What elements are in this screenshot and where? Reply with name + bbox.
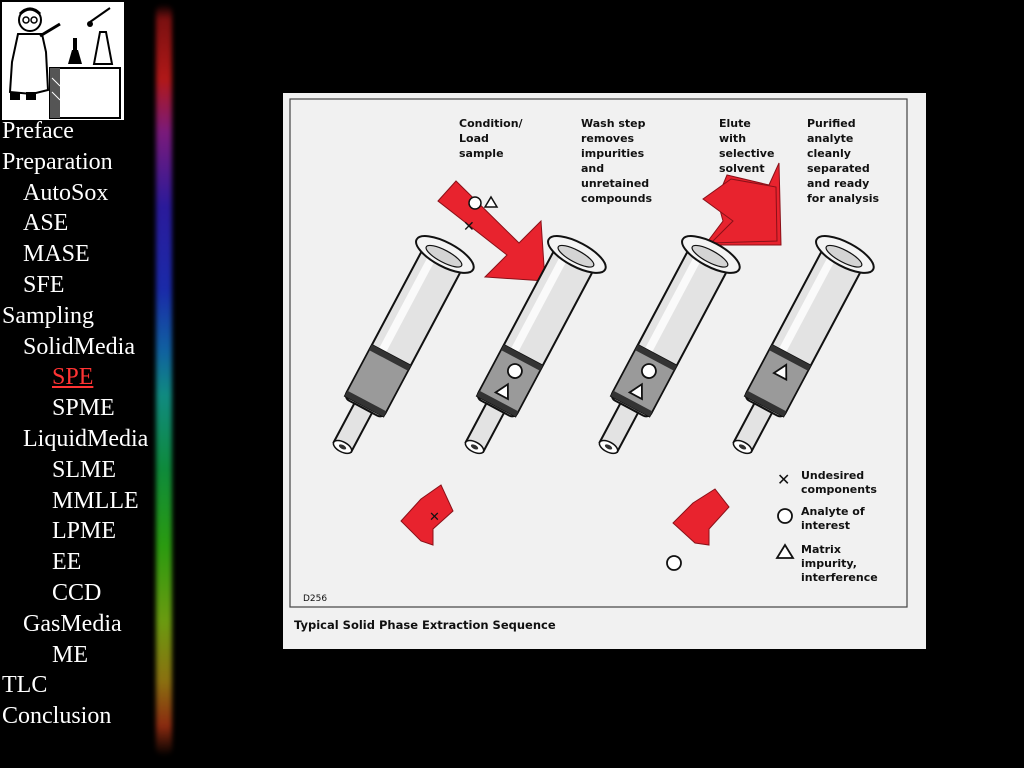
nav-item-tlc[interactable]: TLC (2, 672, 48, 699)
caption-line: interest (801, 519, 851, 532)
nav-item-conclusion[interactable]: Conclusion (2, 703, 112, 730)
caption-line: Condition/ (459, 117, 523, 130)
caption-line: cleanly (807, 147, 851, 160)
nav-item-gasmedia[interactable]: GasMedia (23, 610, 122, 637)
caption-line: for analysis (807, 192, 880, 205)
legend-undesired (801, 469, 877, 496)
caption-line: components (801, 483, 877, 496)
caption-line: unretained (581, 177, 650, 190)
x-mark-icon: ✕ (777, 470, 791, 489)
step-3-caption (719, 117, 774, 175)
nav-item-ccd[interactable]: CCD (52, 579, 102, 606)
caption-line: analyte (807, 132, 854, 145)
legend-matrix (801, 543, 878, 584)
nav-item-solidmedia[interactable]: SolidMedia (23, 333, 135, 360)
nav-item-sfe[interactable]: SFE (23, 271, 65, 298)
caption-line: interference (801, 571, 878, 584)
caption-line: Load (459, 132, 489, 145)
caption-line: Matrix (801, 543, 841, 556)
caption-line: Wash step (581, 117, 646, 130)
caption-line: removes (581, 132, 635, 145)
syringe-1 (312, 229, 479, 467)
scientist-logo (2, 2, 124, 120)
caption-line: selective (719, 147, 775, 160)
figure-caption: Typical Solid Phase Extraction Sequence (294, 618, 556, 632)
caption-line: solvent (719, 162, 765, 175)
nav-item-mmlle[interactable]: MMLLE (52, 487, 139, 514)
triangle-icon (777, 545, 793, 558)
nav-item-mase[interactable]: MASE (23, 241, 90, 268)
circle-icon (778, 509, 792, 523)
caption-line: compounds (581, 192, 653, 205)
spe-figure (283, 93, 926, 649)
caption-line: and ready (807, 177, 870, 190)
nav-item-liquidmedia[interactable]: LiquidMedia (23, 425, 149, 452)
step-2-caption (581, 117, 653, 205)
nav-item-ee[interactable]: EE (52, 549, 82, 576)
waste-arrow-icon (401, 485, 453, 545)
nav-item-preface[interactable]: Preface (2, 118, 74, 144)
nav-item-spe[interactable]: SPE (52, 364, 94, 391)
nav-item-ase[interactable]: ASE (23, 210, 69, 237)
svg-text:✕: ✕ (463, 219, 475, 235)
svg-text:✕: ✕ (429, 510, 440, 525)
eluate-arrow-icon (673, 489, 729, 545)
figure-code: D256 (303, 594, 328, 604)
caption-line: impurities (581, 147, 645, 160)
nav-item-autosox[interactable]: AutoSox (23, 179, 109, 206)
caption-line: Analyte of (801, 505, 865, 518)
legend-analyte (801, 505, 865, 532)
nav-item-me[interactable]: ME (52, 641, 88, 668)
step-1-caption (459, 117, 524, 160)
caption-line: and (581, 162, 605, 175)
nav-item-sampling[interactable]: Sampling (2, 302, 95, 329)
caption-line: Purified (807, 117, 856, 130)
caption-line: separated (807, 162, 870, 175)
caption-line: Undesired (801, 469, 865, 482)
nav-item-slme[interactable]: SLME (52, 456, 117, 483)
caption-line: Elute (719, 117, 751, 130)
navigation-menu (0, 116, 172, 732)
caption-line: impurity, (801, 557, 857, 570)
nav-item-spme[interactable]: SPME (52, 395, 115, 422)
caption-line: with (719, 132, 747, 145)
nav-item-preparation[interactable]: Preparation (2, 148, 113, 175)
caption-line: sample (459, 147, 504, 160)
step-4-caption (807, 117, 880, 205)
nav-item-lpme[interactable]: LPME (52, 518, 117, 545)
elute-arrow-icon (703, 163, 781, 245)
